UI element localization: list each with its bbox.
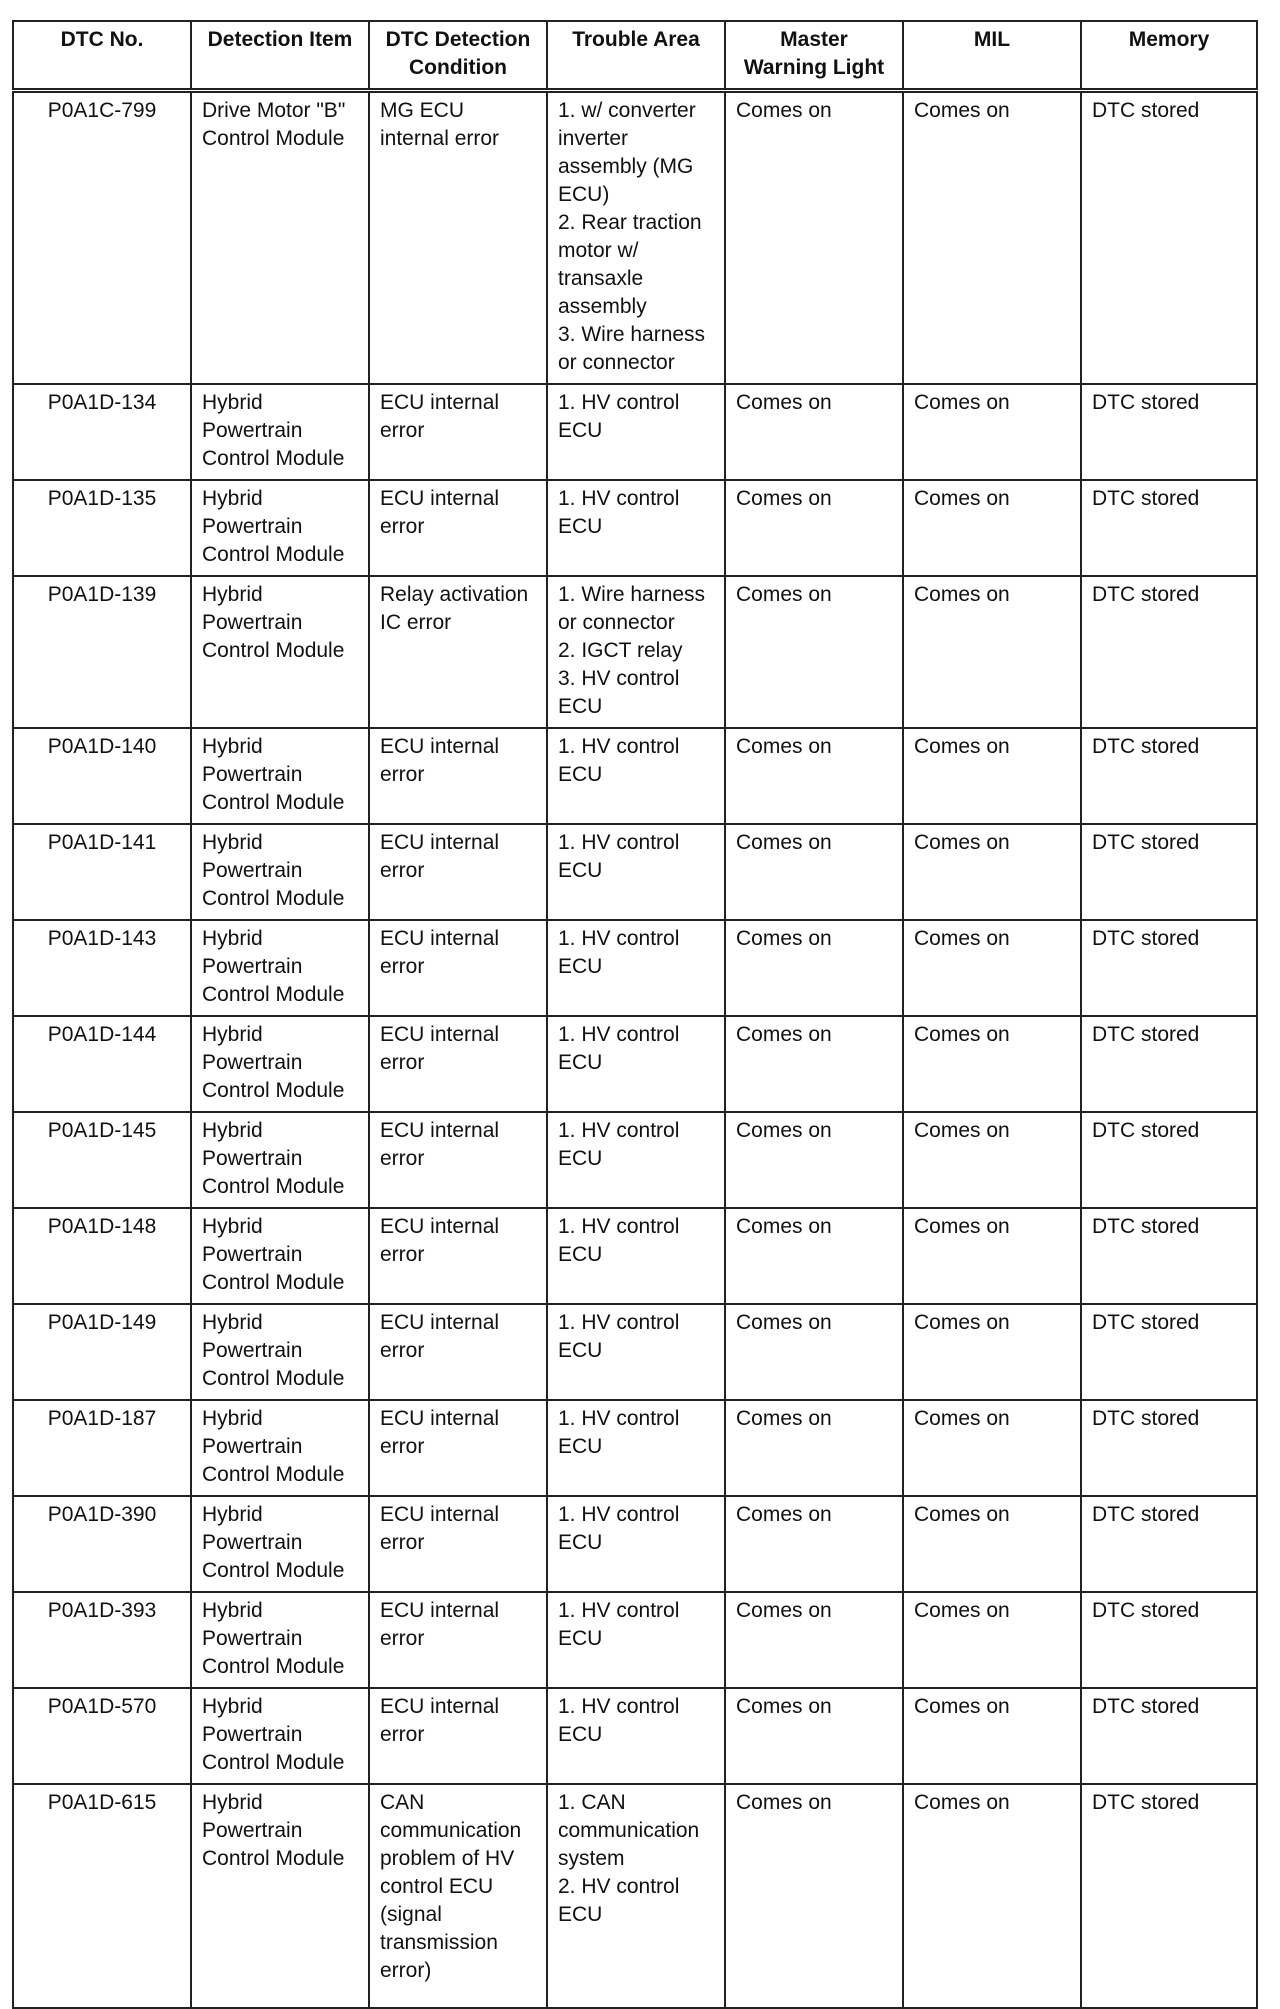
detection-item: Hybrid Powertrain Control Module (191, 1016, 369, 1112)
mil: Comes on (903, 384, 1081, 480)
trouble-area: 1. HV control ECU (547, 824, 725, 920)
master-warning-light: Comes on (725, 480, 903, 576)
detection-item: Hybrid Powertrain Control Module (191, 1688, 369, 1784)
trouble-area: 1. HV control ECU (547, 1592, 725, 1688)
detection-condition: ECU internal error (369, 920, 547, 1016)
table-row (13, 576, 1257, 728)
mil: Comes on (903, 1496, 1081, 1592)
dtc-code: P0A1D-144 (13, 1016, 191, 1112)
detection-condition: CAN communication problem of HV control ECU (signal transmission error) (369, 1784, 547, 2008)
detection-item: Hybrid Powertrain Control Module (191, 576, 369, 728)
mil: Comes on (903, 1592, 1081, 1688)
master-warning-light: Comes on (725, 1112, 903, 1208)
header-detection-item: Detection Item (191, 21, 369, 91)
trouble-area: 1. HV control ECU (547, 1496, 725, 1592)
mil: Comes on (903, 480, 1081, 576)
detection-item: Hybrid Powertrain Control Module (191, 824, 369, 920)
detection-condition: ECU internal error (369, 1112, 547, 1208)
table-row (13, 728, 1257, 824)
detection-item: Hybrid Powertrain Control Module (191, 1400, 369, 1496)
detection-condition: ECU internal error (369, 1016, 547, 1112)
detection-item: Hybrid Powertrain Control Module (191, 728, 369, 824)
table-row (13, 1112, 1257, 1208)
detection-item: Hybrid Powertrain Control Module (191, 1784, 369, 2008)
mil: Comes on (903, 920, 1081, 1016)
table-row (13, 384, 1257, 480)
trouble-area: 1. w/ converter inverter assembly (MG ECU) 2. Rear traction motor w/ transaxle assembly 3. Wire harness or connector (547, 91, 725, 385)
header-detection-condition: DTC Detection Condition (369, 21, 547, 91)
master-warning-light: Comes on (725, 824, 903, 920)
table-row (13, 920, 1257, 1016)
table-row (13, 1304, 1257, 1400)
mil: Comes on (903, 1400, 1081, 1496)
memory: DTC stored (1081, 920, 1257, 1016)
detection-item: Hybrid Powertrain Control Module (191, 1304, 369, 1400)
table-row (13, 1592, 1257, 1688)
dtc-code: P0A1D-148 (13, 1208, 191, 1304)
memory: DTC stored (1081, 824, 1257, 920)
master-warning-light: Comes on (725, 1496, 903, 1592)
detection-condition: ECU internal error (369, 480, 547, 576)
dtc-code: P0A1D-570 (13, 1688, 191, 1784)
detection-condition: ECU internal error (369, 1400, 547, 1496)
table-row (13, 824, 1257, 920)
table-row (13, 1400, 1257, 1496)
memory: DTC stored (1081, 1208, 1257, 1304)
dtc-code: P0A1D-615 (13, 1784, 191, 2008)
header-row (13, 21, 1257, 91)
dtc-code: P0A1D-393 (13, 1592, 191, 1688)
master-warning-light: Comes on (725, 576, 903, 728)
master-warning-light: Comes on (725, 1688, 903, 1784)
master-warning-light: Comes on (725, 1400, 903, 1496)
dtc-code: P0A1D-187 (13, 1400, 191, 1496)
detection-condition: ECU internal error (369, 1496, 547, 1592)
mil: Comes on (903, 824, 1081, 920)
detection-condition: ECU internal error (369, 1688, 547, 1784)
master-warning-light: Comes on (725, 920, 903, 1016)
dtc-code: P0A1D-390 (13, 1496, 191, 1592)
memory: DTC stored (1081, 1784, 1257, 2008)
trouble-area: 1. CAN communication system 2. HV control ECU (547, 1784, 725, 2008)
table-row (13, 1208, 1257, 1304)
detection-condition: ECU internal error (369, 1592, 547, 1688)
master-warning-light: Comes on (725, 1784, 903, 2008)
mil: Comes on (903, 1688, 1081, 1784)
header-trouble-area: Trouble Area (547, 21, 725, 91)
table-row (13, 480, 1257, 576)
detection-condition: ECU internal error (369, 824, 547, 920)
trouble-area: 1. HV control ECU (547, 384, 725, 480)
detection-condition: ECU internal error (369, 728, 547, 824)
detection-item: Drive Motor "B" Control Module (191, 91, 369, 385)
dtc-code: P0A1D-140 (13, 728, 191, 824)
master-warning-light: Comes on (725, 1016, 903, 1112)
dtc-code: P0A1D-139 (13, 576, 191, 728)
header-mil: MIL (903, 21, 1081, 91)
detection-item: Hybrid Powertrain Control Module (191, 920, 369, 1016)
header-memory: Memory (1081, 21, 1257, 91)
detection-item: Hybrid Powertrain Control Module (191, 1496, 369, 1592)
detection-condition: ECU internal error (369, 384, 547, 480)
master-warning-light: Comes on (725, 91, 903, 385)
trouble-area: 1. HV control ECU (547, 728, 725, 824)
memory: DTC stored (1081, 1688, 1257, 1784)
dtc-table (12, 20, 1258, 2009)
dtc-code: P0A1D-143 (13, 920, 191, 1016)
trouble-area: 1. HV control ECU (547, 1400, 725, 1496)
detection-item: Hybrid Powertrain Control Module (191, 1592, 369, 1688)
memory: DTC stored (1081, 1496, 1257, 1592)
detection-item: Hybrid Powertrain Control Module (191, 384, 369, 480)
mil: Comes on (903, 91, 1081, 385)
header-master-warning-light: Master Warning Light (725, 21, 903, 91)
dtc-code: P0A1D-141 (13, 824, 191, 920)
master-warning-light: Comes on (725, 384, 903, 480)
mil: Comes on (903, 1208, 1081, 1304)
memory: DTC stored (1081, 1400, 1257, 1496)
master-warning-light: Comes on (725, 1304, 903, 1400)
detection-condition: ECU internal error (369, 1208, 547, 1304)
trouble-area: 1. HV control ECU (547, 1304, 725, 1400)
detection-item: Hybrid Powertrain Control Module (191, 1112, 369, 1208)
mil: Comes on (903, 1304, 1081, 1400)
table-row (13, 1496, 1257, 1592)
trouble-area: 1. HV control ECU (547, 1112, 725, 1208)
memory: DTC stored (1081, 728, 1257, 824)
memory: DTC stored (1081, 1304, 1257, 1400)
detection-item: Hybrid Powertrain Control Module (191, 480, 369, 576)
memory: DTC stored (1081, 576, 1257, 728)
header-dtc-no: DTC No. (13, 21, 191, 91)
memory: DTC stored (1081, 91, 1257, 385)
trouble-area: 1. HV control ECU (547, 1688, 725, 1784)
mil: Comes on (903, 1016, 1081, 1112)
trouble-area: 1. HV control ECU (547, 480, 725, 576)
dtc-code: P0A1D-134 (13, 384, 191, 480)
memory: DTC stored (1081, 1016, 1257, 1112)
table-row (13, 1784, 1257, 2008)
detection-condition: ECU internal error (369, 1304, 547, 1400)
detection-condition: MG ECU internal error (369, 91, 547, 385)
detection-item: Hybrid Powertrain Control Module (191, 1208, 369, 1304)
table-row (13, 1688, 1257, 1784)
master-warning-light: Comes on (725, 1208, 903, 1304)
table-row (13, 91, 1257, 385)
dtc-code: P0A1D-135 (13, 480, 191, 576)
mil: Comes on (903, 1112, 1081, 1208)
memory: DTC stored (1081, 1592, 1257, 1688)
trouble-area: 1. HV control ECU (547, 1208, 725, 1304)
dtc-code: P0A1C-799 (13, 91, 191, 385)
dtc-code: P0A1D-145 (13, 1112, 191, 1208)
mil: Comes on (903, 1784, 1081, 2008)
table-row (13, 1016, 1257, 1112)
master-warning-light: Comes on (725, 728, 903, 824)
dtc-code: P0A1D-149 (13, 1304, 191, 1400)
memory: DTC stored (1081, 1112, 1257, 1208)
trouble-area: 1. Wire harness or connector 2. IGCT relay 3. HV control ECU (547, 576, 725, 728)
detection-condition: Relay activation IC error (369, 576, 547, 728)
memory: DTC stored (1081, 384, 1257, 480)
trouble-area: 1. HV control ECU (547, 1016, 725, 1112)
master-warning-light: Comes on (725, 1592, 903, 1688)
mil: Comes on (903, 728, 1081, 824)
mil: Comes on (903, 576, 1081, 728)
trouble-area: 1. HV control ECU (547, 920, 725, 1016)
memory: DTC stored (1081, 480, 1257, 576)
